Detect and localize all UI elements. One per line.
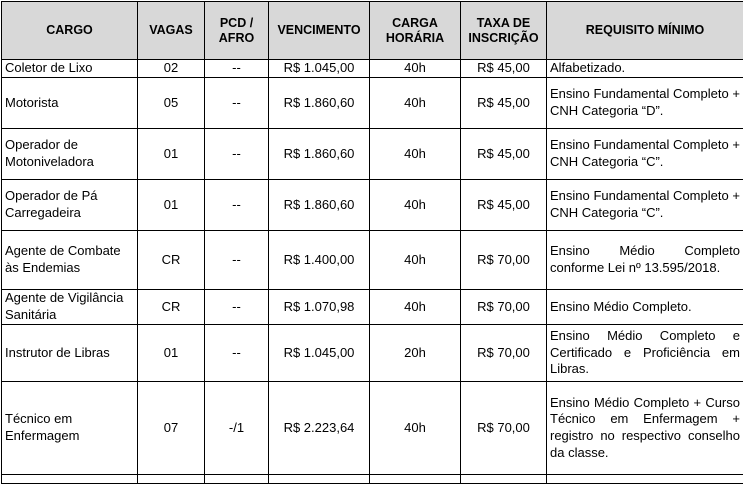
cell-cargo: Coletor de Lixo (2, 60, 138, 78)
cell-pcd: -- (205, 129, 269, 180)
cell-vagas: 01 (138, 180, 205, 231)
header-cargo: CARGO (2, 2, 138, 60)
cell-requisito: Ensino Médio Completo. (547, 290, 743, 325)
table-row (2, 78, 743, 129)
cell-pcd: -- (205, 231, 269, 290)
cell-taxa: R$ 70,00 (461, 290, 547, 325)
cell-taxa: R$ 70,00 (461, 382, 547, 475)
cell-vencimento: R$ 1.860,60 (269, 180, 370, 231)
cell-requisito: Ensino Médio Completo e Certificado e Proficiência em Libras. (547, 325, 743, 382)
cell-pcd: -- (205, 60, 269, 78)
cell-cargo: Motorista (2, 78, 138, 129)
cell-empty (269, 475, 370, 484)
cell-carga: 40h (370, 231, 461, 290)
cell-pcd: -/1 (205, 382, 269, 475)
cell-taxa: R$ 45,00 (461, 78, 547, 129)
cell-carga: 40h (370, 382, 461, 475)
table-row (2, 60, 743, 78)
cell-vagas: 01 (138, 129, 205, 180)
cell-taxa: R$ 45,00 (461, 180, 547, 231)
cell-vencimento: R$ 1.860,60 (269, 78, 370, 129)
cell-cargo: Técnico em Enfermagem (2, 382, 138, 475)
table-row (2, 129, 743, 180)
cell-carga: 40h (370, 180, 461, 231)
cell-cargo: Operador de Motoniveladora (2, 129, 138, 180)
cell-empty (461, 475, 547, 484)
table-row (2, 180, 743, 231)
cell-vagas: 07 (138, 382, 205, 475)
header-pcd-afro: PCD / AFRO (205, 2, 269, 60)
cell-pcd: -- (205, 180, 269, 231)
cell-taxa: R$ 45,00 (461, 129, 547, 180)
cell-taxa: R$ 70,00 (461, 231, 547, 290)
cell-empty (370, 475, 461, 484)
cell-requisito: Ensino Médio Completo + Curso Técnico em Enfermagem + registro no respectivo conselho da classe. (547, 382, 743, 475)
header-carga-horaria: CARGA HORÁRIA (370, 2, 461, 60)
cell-carga: 40h (370, 60, 461, 78)
cell-vencimento: R$ 2.223,64 (269, 382, 370, 475)
cell-pcd: -- (205, 325, 269, 382)
cell-vagas: 02 (138, 60, 205, 78)
table-row (2, 325, 743, 382)
cell-vencimento: R$ 1.860,60 (269, 129, 370, 180)
cell-cargo: Agente de Vigilância Sanitária (2, 290, 138, 325)
header-vencimento: VENCIMENTO (269, 2, 370, 60)
cell-vagas: 01 (138, 325, 205, 382)
cell-vagas: CR (138, 231, 205, 290)
header-vagas: VAGAS (138, 2, 205, 60)
cell-cargo: Operador de Pá Carregadeira (2, 180, 138, 231)
table-row (2, 290, 743, 325)
header-requisito-minimo: REQUISITO MÍNIMO (547, 2, 743, 60)
cell-requisito: Ensino Fundamental Completo + CNH Categoria “C”. (547, 180, 743, 231)
cell-empty (2, 475, 138, 484)
cell-vencimento: R$ 1.045,00 (269, 325, 370, 382)
cell-carga: 40h (370, 78, 461, 129)
cell-empty (138, 475, 205, 484)
cell-pcd: -- (205, 78, 269, 129)
header-taxa-inscricao: TAXA DE INSCRIÇÃO (461, 2, 547, 60)
cell-pcd: -- (205, 290, 269, 325)
cell-empty (205, 475, 269, 484)
cell-carga: 40h (370, 129, 461, 180)
cell-requisito: Ensino Fundamental Completo + CNH Categoria “C”. (547, 129, 743, 180)
cell-requisito: Ensino Fundamental Completo + CNH Categoria “D”. (547, 78, 743, 129)
header-row (2, 2, 743, 60)
positions-table (1, 1, 743, 484)
cell-cargo: Agente de Combate às Endemias (2, 231, 138, 290)
cell-vencimento: R$ 1.045,00 (269, 60, 370, 78)
cell-vencimento: R$ 1.070,98 (269, 290, 370, 325)
cell-carga: 20h (370, 325, 461, 382)
cell-vagas: CR (138, 290, 205, 325)
cell-cargo: Instrutor de Libras (2, 325, 138, 382)
cell-carga: 40h (370, 290, 461, 325)
table-row-partial (2, 475, 743, 484)
cell-empty (547, 475, 743, 484)
cell-taxa: R$ 45,00 (461, 60, 547, 78)
cell-vencimento: R$ 1.400,00 (269, 231, 370, 290)
cell-requisito: Ensino Médio Completo conforme Lei nº 13.595/2018. (547, 231, 743, 290)
table-row (2, 231, 743, 290)
cell-requisito: Alfabetizado. (547, 60, 743, 78)
cell-vagas: 05 (138, 78, 205, 129)
table-row (2, 382, 743, 475)
cell-taxa: R$ 70,00 (461, 325, 547, 382)
